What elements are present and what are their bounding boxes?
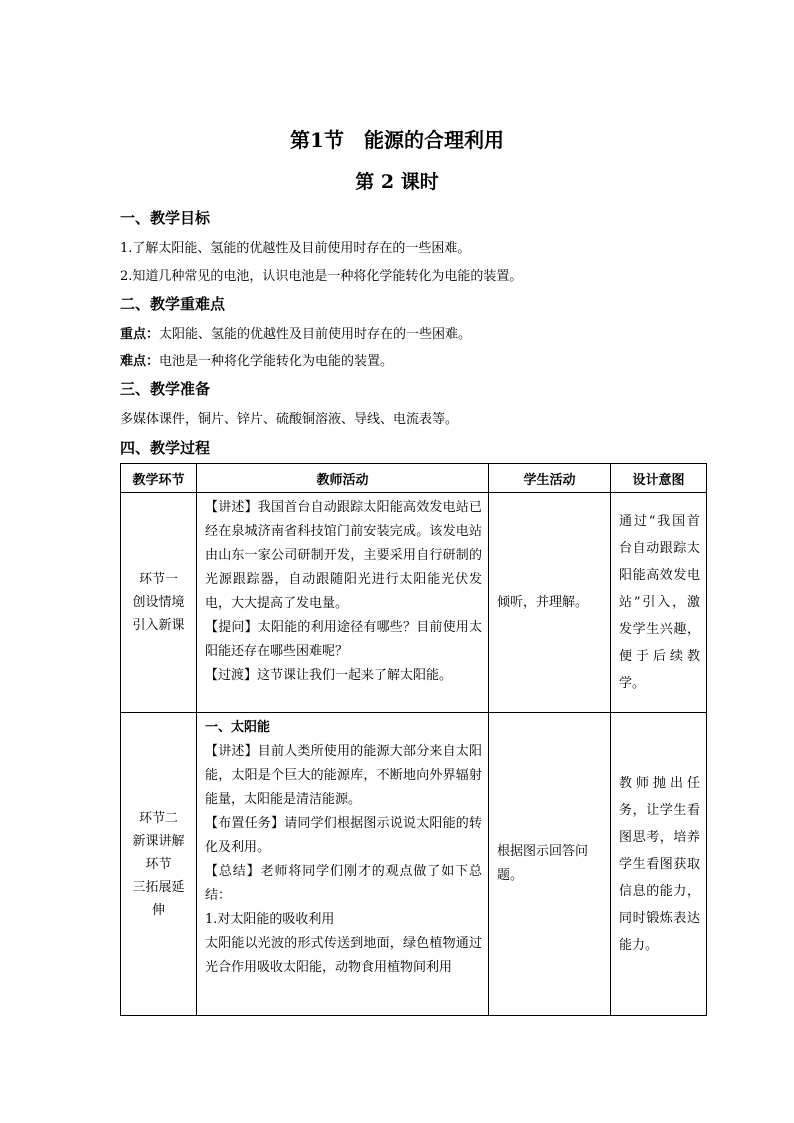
header-stage: 教学环节: [121, 464, 197, 493]
page-title: 第1节 能源的合理利用: [290, 128, 504, 152]
student-activity-cell: [489, 493, 611, 713]
key-point-label: 重点：: [120, 327, 160, 342]
design-intent-cell: [611, 713, 707, 1016]
table-row: [121, 713, 707, 1016]
difficult-point: [120, 350, 393, 369]
process-table: [120, 463, 707, 1016]
table-row: [121, 493, 707, 713]
teacher-paragraph: 【总结】老师将同学们刚才的观点做了如下总结：: [205, 864, 482, 903]
design-text: 教师抛出任务，让学生看图思考，培养学生看图获取信息的能力，同时锻炼表达能力。: [619, 775, 700, 953]
teacher-paragraph: 【提问】太阳能的利用途径有哪些？目前使用太阳能还存在哪些困难呢？: [205, 620, 482, 659]
goal-item-2: 2.知道几种常见的电池，认识电池是一种将化学能转化为电能的装置。: [120, 269, 523, 284]
header-design: 设计意图: [611, 464, 707, 493]
table-header-row: [121, 464, 707, 493]
teacher-paragraph: 【讲述】目前人类所使用的能源大部分来自太阳能，太阳是个巨大的能源库，不断地向外界辐射能量，太阳能是清洁能源。: [205, 744, 482, 807]
teacher-subheading: 一、太阳能: [205, 720, 271, 735]
section-heading-prep: 三、教学准备: [120, 380, 211, 398]
section-heading-process: 四、教学过程: [120, 439, 211, 457]
teacher-activity-cell: [197, 493, 489, 713]
design-intent-cell: [611, 493, 707, 713]
stage-line: 环节二: [138, 810, 178, 826]
stage-line: 创设情境: [132, 595, 185, 610]
difficult-point-label: 难点：: [120, 354, 160, 369]
stage-line: 新课讲解: [132, 833, 185, 849]
student-text: 倾听，并理解。: [497, 594, 589, 610]
stage-line: 环节一: [138, 572, 178, 587]
header-student: 学生活动: [489, 464, 611, 493]
stage-line: 伸: [151, 902, 165, 918]
teacher-paragraph: 【讲述】我国首台自动跟踪太阳能高效发电站已经在泉城济南省科技馆门前安装完成。该发电站由山东一家公司研制开发，主要采用自行研制的光源跟踪器，自动跟随阳光进行太阳能光伏发电，大大提高了发电量。: [205, 500, 482, 611]
stage-line: 引入新课: [132, 618, 185, 633]
design-text: 通过“我国首台自动跟踪太阳能高效发电站”引入，激发学生兴趣，便于后续教学。: [619, 514, 700, 691]
stage-line: 三拓展延: [132, 879, 185, 895]
student-activity-cell: [489, 713, 611, 1016]
goal-item-1: 1.了解太阳能、氢能的优越性及目前使用时存在的一些困难。: [120, 241, 471, 256]
page-subtitle: 第 2 课时: [355, 171, 439, 193]
stage-cell: [121, 493, 197, 713]
difficult-point-text: 电池是一种将化学能转化为电能的装置。: [159, 354, 394, 369]
student-text: 根据图示回答问题。: [497, 844, 589, 883]
teacher-paragraph: 太阳能以光波的形式传送到地面，绿色植物通过光合作用吸收太阳能，动物食用植物间利用: [205, 936, 482, 975]
teacher-paragraph: 1.对太阳能的吸收利用: [205, 912, 335, 927]
section-heading-keypoints: 二、教学重难点: [120, 295, 226, 313]
prep-text: 多媒体课件，铜片、锌片、硫酸铜溶液、导线、电流表等。: [120, 412, 459, 427]
key-point-text: 太阳能、氢能的优越性及目前使用时存在的一些困难。: [159, 327, 472, 342]
key-point: [120, 323, 471, 342]
stage-cell: [121, 713, 197, 1016]
teacher-paragraph: 【布置任务】请同学们根据图示说说太阳能的转化及利用。: [205, 816, 482, 855]
header-teacher: 教师活动: [197, 464, 489, 493]
section-heading-goals: 一、教学目标: [120, 209, 211, 227]
stage-line: 环节: [145, 856, 172, 872]
teacher-activity-cell: [197, 713, 489, 1016]
teacher-paragraph: 【过渡】这节课让我们一起来了解太阳能。: [205, 668, 453, 683]
